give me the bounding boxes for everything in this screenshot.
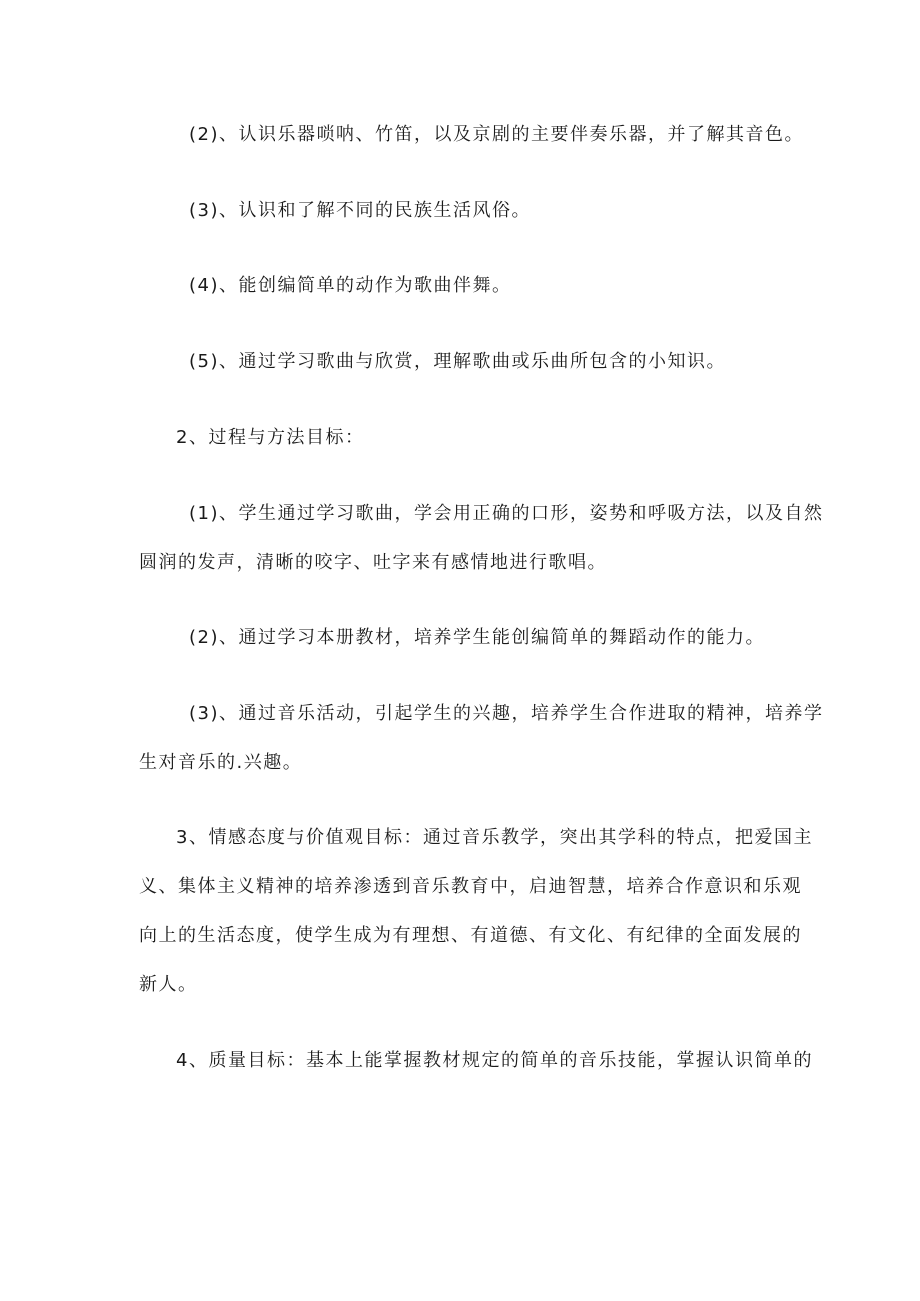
paragraph-line: 圆润的发声，清晰的咬字、吐字来有感情地进行歌唱。 bbox=[139, 552, 607, 573]
section-heading-process-method bbox=[139, 413, 789, 462]
paragraph-line: (2)、认识乐器唢呐、竹笛，以及京剧的主要伴奏乐器，并了解其音色。 bbox=[189, 124, 804, 145]
paragraph-item-3-activity bbox=[139, 689, 824, 787]
paragraph-item-2 bbox=[139, 110, 804, 159]
paragraph-item-1-singing bbox=[139, 489, 824, 587]
paragraph-item-3 bbox=[139, 186, 789, 235]
paragraph-line: 义、集体主义精神的培养渗透到音乐教育中，启迪智慧，培养合作意识和乐观 bbox=[139, 876, 802, 897]
paragraph-line: (5)、通过学习歌曲与欣赏，理解歌曲或乐曲所包含的小知识。 bbox=[189, 351, 726, 372]
paragraph-line: 新人。 bbox=[139, 974, 198, 995]
paragraph-line: (3)、认识和了解不同的民族生活风俗。 bbox=[189, 200, 531, 221]
paragraph-item-4 bbox=[139, 261, 789, 310]
paragraph-item-2-dance bbox=[139, 613, 789, 662]
paragraph-item-5 bbox=[139, 337, 789, 386]
paragraph-line: 4、质量目标：基本上能掌握教材规定的简单的音乐技能，掌握认识简单的 bbox=[176, 1050, 813, 1071]
section-heading-quality bbox=[139, 1036, 813, 1085]
paragraph-line: 生对音乐的.兴趣。 bbox=[139, 752, 303, 773]
section-heading-emotion-values bbox=[139, 813, 813, 1009]
paragraph-line: (2)、通过学习本册教材，培养学生能创编简单的舞蹈动作的能力。 bbox=[189, 627, 765, 648]
paragraph-line: 向上的生活态度，使学生成为有理想、有道德、有文化、有纪律的全面发展的 bbox=[139, 925, 802, 946]
paragraph-line: 3、情感态度与价值观目标：通过音乐教学，突出其学科的特点，把爱国主 bbox=[176, 827, 813, 848]
paragraph-line: (1)、学生通过学习歌曲，学会用正确的口形，姿势和呼吸方法，以及自然 bbox=[189, 503, 824, 524]
paragraph-line: (3)、通过音乐活动，引起学生的兴趣，培养学生合作进取的精神，培养学 bbox=[189, 703, 824, 724]
paragraph-line: 2、过程与方法目标： bbox=[176, 427, 365, 448]
paragraph-line: (4)、能创编简单的动作为歌曲伴舞。 bbox=[189, 275, 512, 296]
